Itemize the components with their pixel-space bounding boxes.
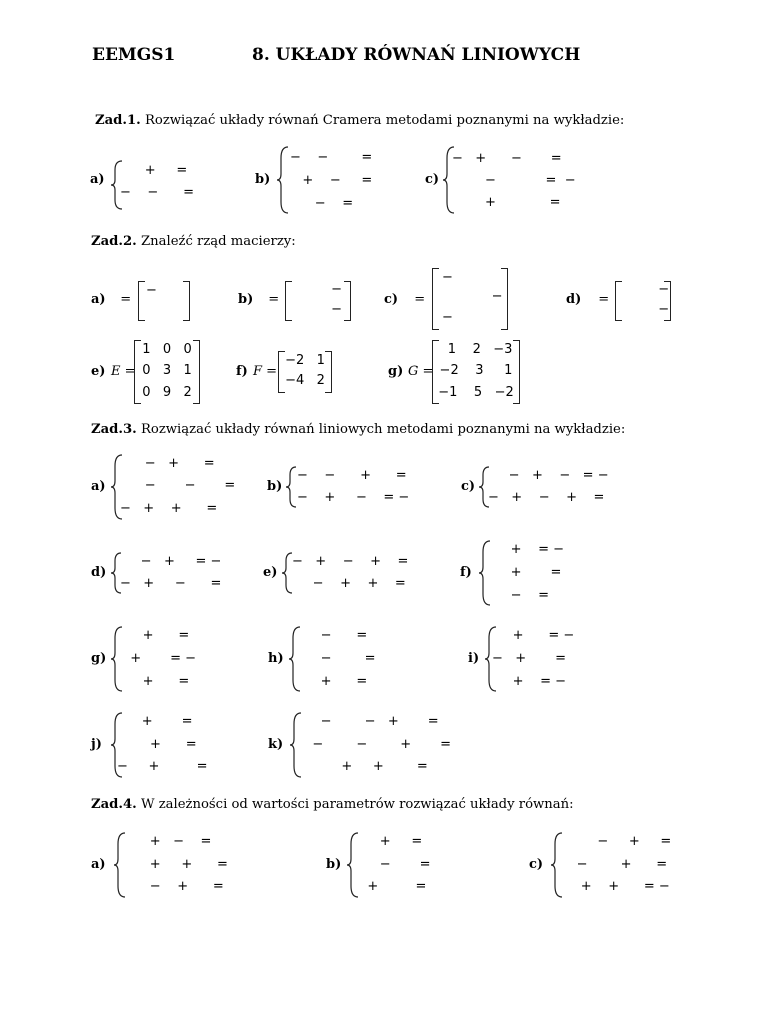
- task-2g-label: g): [388, 364, 404, 379]
- task-3k-row: − − + =: [300, 737, 452, 752]
- task-4c-row: − + =: [556, 857, 668, 872]
- matrix-g-name: G: [408, 364, 419, 379]
- matrix-e-row: 1 0 0: [142, 342, 192, 357]
- task-3k-label: k): [268, 737, 284, 752]
- task-4c-row: + + = −: [556, 879, 670, 894]
- matrix-f: [278, 351, 332, 393]
- matrix-c-row: −: [442, 289, 503, 304]
- matrix-e-row: 0 9 2: [142, 385, 192, 400]
- matrix-b-row: −: [293, 282, 343, 297]
- task-3e-label: e): [263, 565, 278, 580]
- task-4a-label: a): [91, 857, 106, 872]
- task-3h-row: − =: [300, 651, 376, 666]
- task-2b-equals: =: [260, 292, 280, 307]
- matrix-c-row: −: [442, 310, 486, 325]
- task-3d-label: d): [91, 565, 107, 580]
- task-2d-label: d): [566, 292, 582, 307]
- matrix-a-row: −: [146, 283, 232, 298]
- task-3a-row: − − =: [120, 478, 236, 493]
- task-3i-row: + = −: [492, 628, 575, 643]
- doc-code: EEMGS1: [92, 45, 176, 65]
- task-1b-row: − =: [290, 196, 354, 211]
- task-1-heading: [95, 113, 624, 128]
- task-3b-row: − + − = −: [297, 490, 410, 505]
- task-4b-row: + =: [355, 879, 427, 894]
- task-4b-row: − =: [355, 857, 431, 872]
- matrix-g: [432, 340, 520, 404]
- task-4b-row: + =: [355, 834, 423, 849]
- task-3j-row: + =: [117, 714, 193, 729]
- task-3h-row: − =: [300, 628, 368, 643]
- task-2c-label: c): [384, 292, 399, 307]
- task-2g-equals: =: [418, 364, 434, 379]
- task-3-text: Rozwiązać układy równań liniowych metodami poznanymi na wykładzie:: [136, 422, 626, 437]
- task-1b-label: b): [255, 172, 271, 187]
- task-2b-label: b): [238, 292, 254, 307]
- matrix-g-row: −1 5 −2: [438, 385, 514, 400]
- task-3c-row: − + − + =: [488, 490, 605, 505]
- task-3g-row: + =: [122, 628, 190, 643]
- task-3-heading: [91, 422, 625, 437]
- task-3c-label: c): [461, 479, 476, 494]
- task-4-label: Zad.4.: [91, 797, 137, 812]
- task-3f-label: f): [460, 565, 472, 580]
- task-3b-label: b): [267, 479, 283, 494]
- task-2a-equals: =: [112, 292, 132, 307]
- task-2g-name: [408, 364, 433, 379]
- task-4-text: W zależności od wartości parametrów rozwiązać układy równań:: [136, 797, 574, 812]
- task-3j-row: − + =: [117, 759, 208, 774]
- matrix-f-name: F: [253, 364, 263, 379]
- task-3a-row: − + =: [120, 456, 215, 471]
- task-1c-row: − + − =: [452, 151, 562, 166]
- task-1-label: Zad.1.: [95, 113, 141, 128]
- matrix-g-row: −2 3 1: [439, 363, 513, 378]
- task-3a-label: a): [91, 479, 106, 494]
- task-3-label: Zad.3.: [91, 422, 137, 437]
- matrix-d: [615, 281, 671, 321]
- task-3h-row: + =: [300, 674, 368, 689]
- task-1-text: Rozwiązać układy równań Cramera metodami poznanymi na wykładzie:: [140, 113, 625, 128]
- task-3j-label: j): [91, 737, 102, 752]
- task-2f-label: f): [236, 364, 248, 379]
- task-4a-row: + + =: [125, 857, 228, 872]
- task-2-text: Znaleźć rząd macierzy:: [136, 234, 296, 249]
- task-3d-row: − + = −: [120, 554, 222, 569]
- task-3h-label: h): [268, 651, 284, 666]
- task-3g-label: g): [91, 651, 107, 666]
- task-3f-row: + = −: [490, 542, 565, 557]
- matrix-c-row: −: [442, 270, 486, 285]
- matrix-e: [134, 340, 200, 404]
- task-3i-label: i): [468, 651, 480, 666]
- task-3g-row: + =: [122, 674, 190, 689]
- task-1b-row: + − =: [290, 173, 373, 188]
- task-3j-row: + =: [117, 737, 197, 752]
- matrix-c: [432, 268, 508, 330]
- matrix-d-row: −: [616, 302, 670, 317]
- matrix-d-row: −: [616, 282, 670, 297]
- task-4c-label: c): [529, 857, 544, 872]
- task-3e-row: − + + =: [292, 576, 406, 591]
- matrix-g-row: 1 2 −3: [439, 342, 513, 357]
- task-4-heading: [91, 797, 574, 812]
- task-1c-row: − = −: [452, 173, 576, 188]
- task-4a-row: − + =: [125, 879, 224, 894]
- task-2e-label: e): [91, 364, 106, 379]
- matrix-b: [285, 281, 351, 321]
- task-2-label: Zad.2.: [91, 234, 137, 249]
- task-3c-row: − + − = −: [488, 468, 609, 483]
- task-4a-row: + − =: [125, 834, 212, 849]
- matrix-b-row: −: [293, 302, 343, 317]
- task-1c-label: c): [425, 172, 440, 187]
- task-3f-row: − =: [490, 588, 549, 603]
- matrix-e-name: E: [111, 364, 121, 379]
- task-1c-row: + =: [452, 195, 561, 210]
- matrix-e-row: 0 3 1: [142, 363, 192, 378]
- matrix-a: [138, 281, 232, 321]
- task-2e-equals: =: [120, 364, 136, 379]
- task-3g-row: + = −: [122, 651, 197, 666]
- task-4c-row: − + =: [556, 834, 672, 849]
- task-3a-row: − + + =: [120, 501, 218, 516]
- task-2f-equals: =: [262, 364, 278, 379]
- task-3b-row: − − + =: [297, 468, 407, 483]
- task-2e-name: [111, 364, 136, 379]
- task-1a-label: a): [90, 172, 105, 187]
- task-3e-row: − + − + =: [292, 554, 409, 569]
- task-3k-row: − − + =: [300, 714, 439, 729]
- task-3k-row: + + =: [300, 759, 428, 774]
- task-3i-row: − + =: [492, 651, 567, 666]
- task-2-heading: [91, 234, 296, 249]
- task-2a-label: a): [91, 292, 106, 307]
- task-2f-name: [253, 364, 277, 379]
- task-2d-equals: =: [590, 292, 610, 307]
- task-2c-equals: =: [406, 292, 426, 307]
- matrix-f-row: −4 2: [285, 373, 325, 388]
- matrix-f-row: −2 1: [285, 353, 325, 368]
- task-3i-row: + = −: [492, 674, 567, 689]
- task-1a-row: + =: [120, 163, 188, 178]
- task-3f-row: + =: [490, 565, 562, 580]
- task-4b-label: b): [326, 857, 342, 872]
- task-1a-row: − − =: [120, 185, 195, 200]
- task-3d-row: − + − =: [120, 576, 222, 591]
- task-1b-row: − − =: [290, 150, 373, 165]
- page-title: 8. UKŁADY RÓWNAŃ LINIOWYCH: [252, 45, 581, 65]
